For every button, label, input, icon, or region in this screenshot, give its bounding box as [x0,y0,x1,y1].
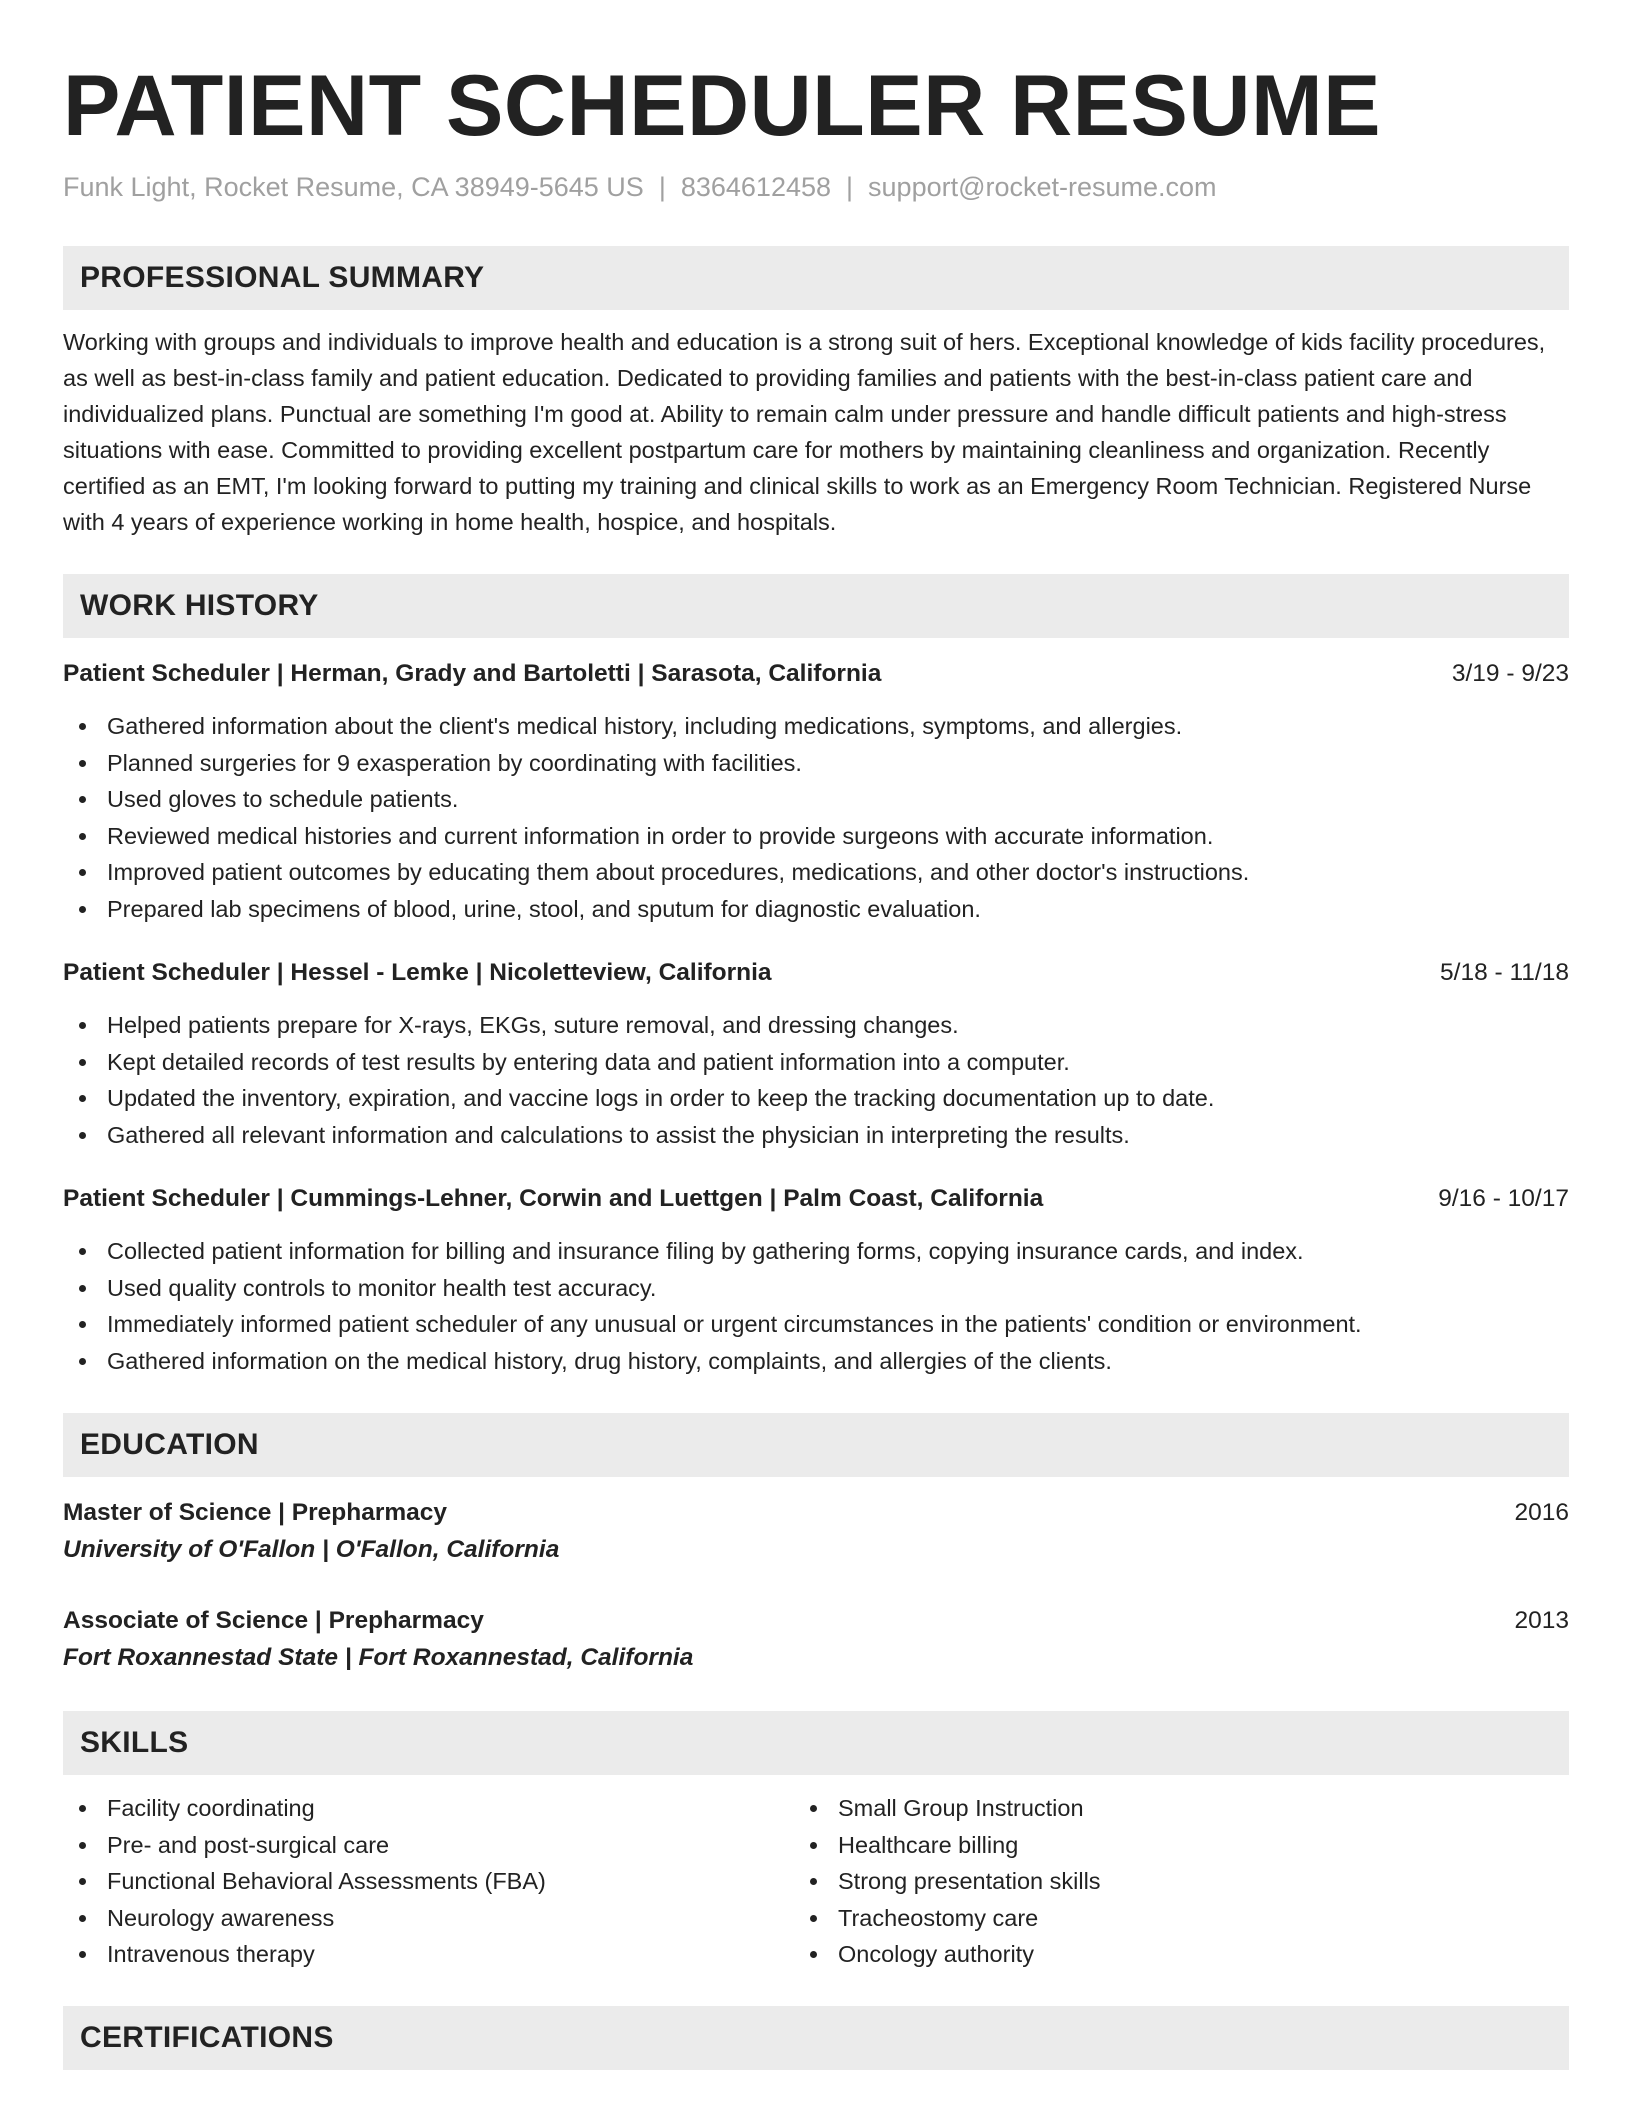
education-section-header [63,1413,1569,1477]
contact-phone: 8364612458 [680,172,832,202]
job-title: Patient Scheduler | Hessel - Lemke | Nicoletteview, California [63,959,772,986]
skill-item: Oncology authority [838,1936,1569,1973]
job-entry [63,656,1569,927]
school-name: Fort Roxannestad State | Fort Roxannestad, California [63,1644,694,1671]
contact-line [63,169,1569,205]
contact-separator: | [846,172,854,202]
skill-item: Intravenous therapy [107,1936,838,1973]
education-heading: EDUCATION [80,1428,259,1461]
skill-item: Functional Behavioral Assessments (FBA) [107,1863,838,1900]
skill-item: Tracheostomy care [838,1900,1569,1937]
skill-item: Healthcare billing [838,1827,1569,1864]
resume-title: PATIENT SCHEDULER RESUME [63,58,1381,154]
work-history-heading: WORK HISTORY [80,589,319,622]
summary-section-header [63,246,1569,310]
skills-section-header [63,1711,1569,1775]
work-history-section-header [63,574,1569,638]
education-entry [63,1603,1569,1677]
job-dates: 3/19 - 9/23 [1451,660,1569,687]
job-duty: Prepared lab specimens of blood, urine, stool, and sputum for diagnostic evaluation. [107,891,1569,928]
skill-item: Facility coordinating [107,1790,838,1827]
skill-item: Pre- and post-surgical care [107,1827,838,1864]
graduation-year: 2016 [1514,1499,1569,1526]
job-duty: Used quality controls to monitor health test accuracy. [107,1270,1569,1307]
job-title: Patient Scheduler | Herman, Grady and Bartoletti | Sarasota, California [63,660,882,687]
skills-columns [63,1775,1569,1973]
job-duty: Gathered all relevant information and calculations to assist the physician in interpreting the results. [107,1117,1569,1154]
job-entry [63,1181,1569,1379]
contact-address: Funk Light, Rocket Resume, CA 38949-5645 US [63,172,644,202]
job-duty: Kept detailed records of test results by entering data and patient information into a computer. [107,1044,1569,1081]
job-duties-list [63,1233,1569,1379]
school-name: University of O'Fallon | O'Fallon, California [63,1536,560,1563]
certifications-section-header [63,2006,1569,2070]
job-duties-list [63,708,1569,927]
job-entry [63,955,1569,1153]
job-dates: 5/18 - 11/18 [1440,959,1569,986]
job-duty: Immediately informed patient scheduler of any unusual or urgent circumstances in the patients' condition or environment. [107,1306,1569,1343]
skills-heading: SKILLS [80,1726,189,1759]
job-duty: Collected patient information for billing and insurance filing by gathering forms, copying insurance cards, and index. [107,1233,1569,1270]
certifications-heading: CERTIFICATIONS [80,2020,334,2054]
summary-text: Working with groups and individuals to improve health and education is a strong suit of hers. Exceptional knowledge of kids facility procedures, as well as best-in-class family and patient education. Dedicated to providing families and patients with the best-in-class patient care and individualized plans. Punctual are something I'm good at. Ability to remain calm under pressure and handle difficult patients and high-stress situations with ease. Committed to providing excellent postpartum care for mothers by maintaining cleanliness and organization. Recently certified as an EMT, I'm looking forward to putting my training and clinical skills to work as an Emergency Room Technician. Registered Nurse with 4 years of experience working in home health, hospice, and hospitals. [63,329,1546,535]
skill-item: Small Group Instruction [838,1790,1569,1827]
job-duty: Updated the inventory, expiration, and vaccine logs in order to keep the tracking documentation up to date. [107,1080,1569,1117]
contact-email: support@rocket-resume.com [868,172,1217,202]
degree-title: Master of Science | Prepharmacy [63,1499,448,1526]
skill-item: Neurology awareness [107,1900,838,1937]
degree-title: Associate of Science | Prepharmacy [63,1607,484,1634]
job-title: Patient Scheduler | Cummings-Lehner, Corwin and Luettgen | Palm Coast, California [63,1185,1044,1212]
job-duty: Helped patients prepare for X-rays, EKGs, suture removal, and dressing changes. [107,1007,1569,1044]
summary-heading: PROFESSIONAL SUMMARY [80,261,485,294]
resume-page [63,0,1569,2070]
skills-list-right [838,1790,1569,1973]
job-duty: Gathered information on the medical history, drug history, complaints, and allergies of the clients. [107,1343,1569,1380]
education-entry [63,1495,1569,1569]
job-duties-list [63,1007,1569,1153]
skills-list-left [63,1790,838,1973]
contact-separator: | [658,172,666,202]
job-duty: Improved patient outcomes by educating them about procedures, medications, and other doctor's instructions. [107,854,1569,891]
skill-item: Strong presentation skills [838,1863,1569,1900]
job-duty: Gathered information about the client's medical history, including medications, symptoms, and allergies. [107,708,1569,745]
job-dates: 9/16 - 10/17 [1438,1185,1569,1212]
job-duty: Planned surgeries for 9 exasperation by coordinating with facilities. [107,745,1569,782]
graduation-year: 2013 [1514,1607,1569,1634]
job-duty: Used gloves to schedule patients. [107,781,1569,818]
job-duty: Reviewed medical histories and current information in order to provide surgeons with accurate information. [107,818,1569,855]
